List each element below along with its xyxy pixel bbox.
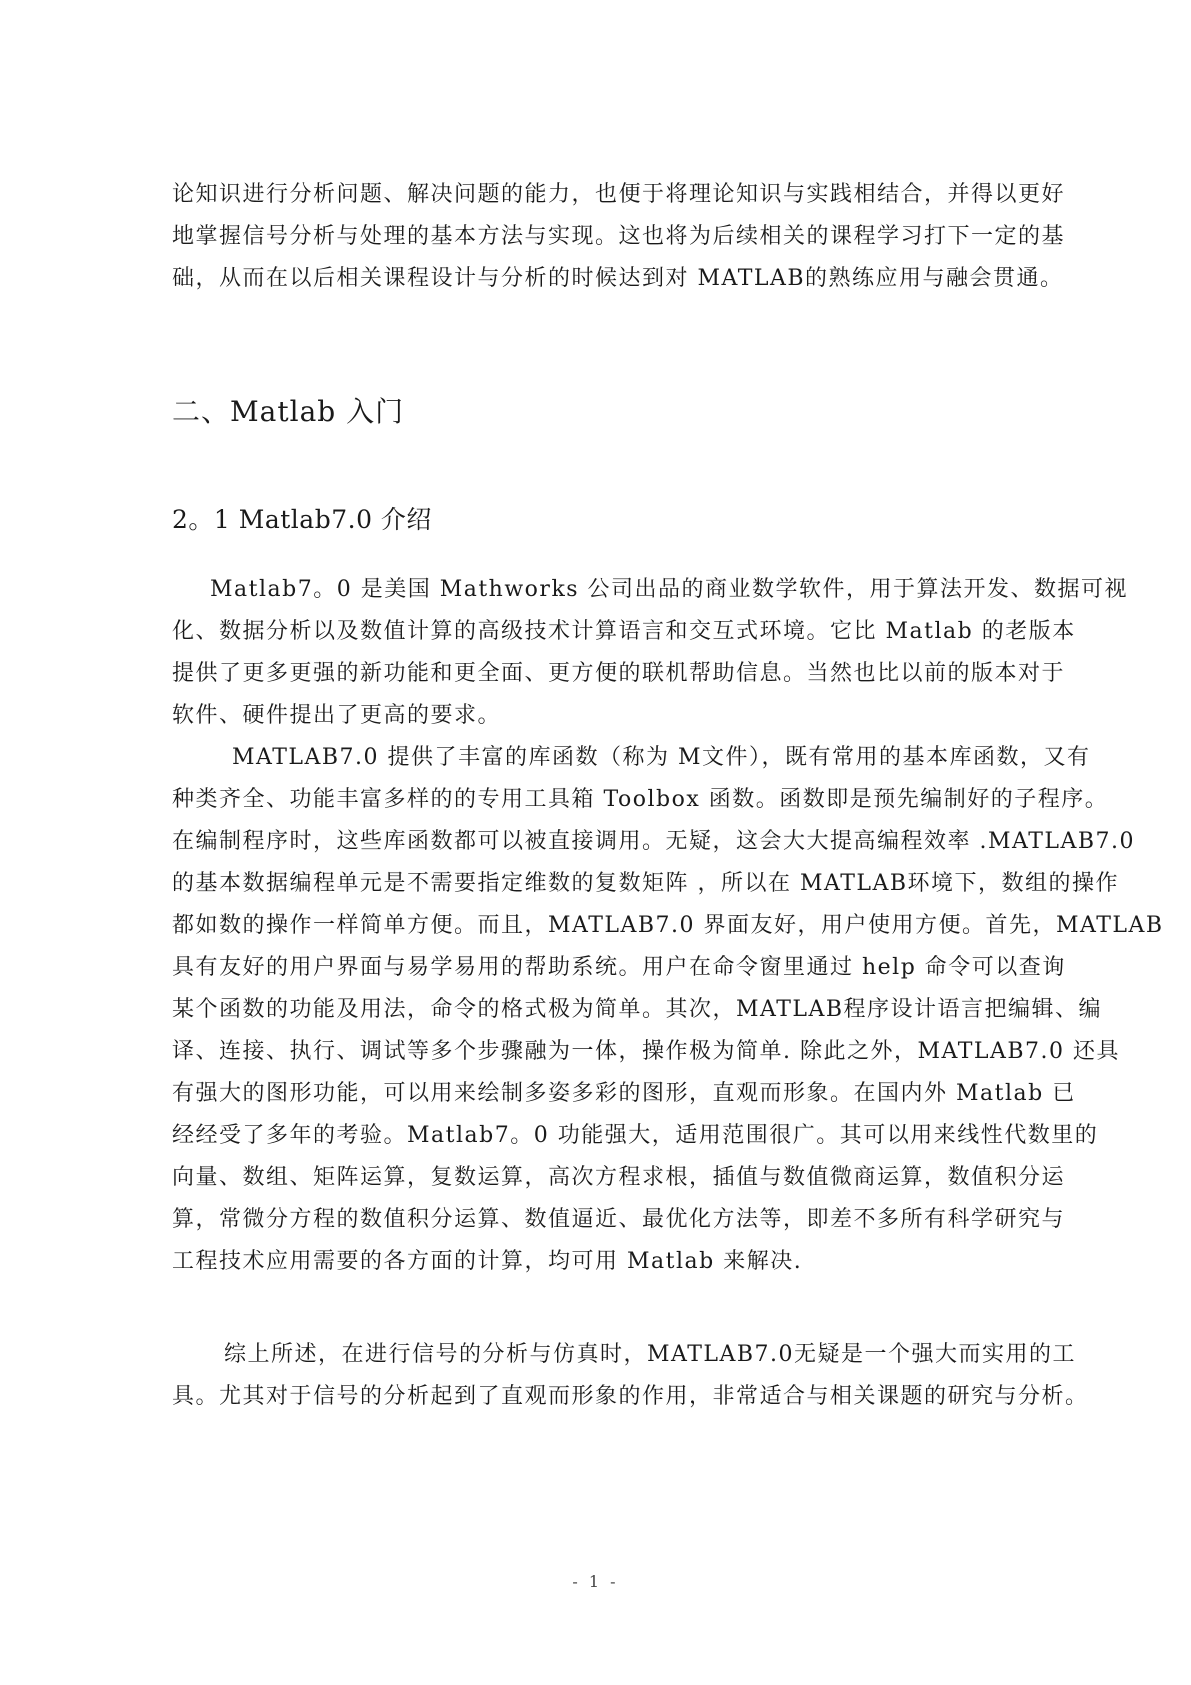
- text-line: 工程技术应用需要的各方面的计算，均可用 Matlab 来解决.: [172, 1249, 803, 1274]
- text-line: 论知识进行分析问题、解决问题的能力，也便于将理论知识与实践相结合，并得以更好: [172, 182, 1066, 207]
- text-line: 译、连接、执行、调试等多个步骤融为一体，操作极为简单. 除此之外，MATLAB7.0 还具: [172, 1039, 1121, 1064]
- text-line: 种类齐全、功能丰富多样的的专用工具箱 Toolbox 函数。函数即是预先编制好的子程序。: [172, 787, 1109, 812]
- text-line: 都如数的操作一样简单方便。而且，MATLAB7.0 界面友好，用户使用方便。首先，MATLAB: [172, 913, 1164, 938]
- text-line: 软件、硬件提出了更高的要求。: [172, 703, 502, 728]
- text-line: 某个函数的功能及用法，命令的格式极为简单。其次，MATLAB程序设计语言把编辑、编: [172, 997, 1103, 1022]
- text-line: 具。尤其对于信号的分析起到了直观而形象的作用，非常适合与相关课题的研究与分析。: [172, 1384, 1089, 1409]
- text-line: 具有友好的用户界面与易学易用的帮助系统。用户在命令窗里通过 help 命令可以查询: [172, 955, 1066, 980]
- text-line: 算，常微分方程的数值积分运算、数值逼近、最优化方法等，即差不多所有科学研究与: [172, 1207, 1066, 1232]
- text-line: 综上所述，在进行信号的分析与仿真时，MATLAB7.0无疑是一个强大而实用的工: [224, 1342, 1077, 1367]
- text-line: Matlab7。0 是美国 Mathworks 公司出品的商业数学软件，用于算法开发、数据可视: [210, 577, 1129, 602]
- text-line: MATLAB7.0 提供了丰富的库函数（称为 M文件），既有常用的基本库函数，又有: [232, 745, 1091, 770]
- text-line: 向量、数组、矩阵运算，复数运算，高次方程求根，插值与数值微商运算，数值积分运: [172, 1165, 1066, 1190]
- section-title: 二、Matlab 入门: [172, 395, 405, 428]
- text-line: 提供了更多更强的新功能和更全面、更方便的联机帮助信息。当然也比以前的版本对于: [172, 661, 1066, 686]
- text-line: 化、数据分析以及数值计算的高级技术计算语言和交互式环境。它比 Matlab 的老版本: [172, 619, 1076, 644]
- text-line: 在编制程序时，这些库函数都可以被直接调用。无疑，这会大大提高编程效率 .MATLAB7.0: [172, 829, 1136, 854]
- subsection-title: 2。1 Matlab7.0 介绍: [172, 505, 432, 534]
- text-line: 地掌握信号分析与处理的基本方法与实现。这也将为后续相关的课程学习打下一定的基: [172, 224, 1066, 249]
- text-line: 经经受了多年的考验。Matlab7。0 功能强大，适用范围很广。其可以用来线性代数里的: [172, 1123, 1099, 1148]
- text-line: 的基本数据编程单元是不需要指定维数的复数矩阵 ，所以在 MATLAB环境下，数组的操作: [172, 871, 1120, 896]
- text-line: 础，从而在以后相关课程设计与分析的时候达到对 MATLAB的熟练应用与融会贯通。: [172, 266, 1064, 291]
- text-line: 有强大的图形功能，可以用来绘制多姿多彩的图形，直观而形象。在国内外 Matlab 已: [172, 1081, 1076, 1106]
- page-number: - 1 -: [572, 1572, 619, 1591]
